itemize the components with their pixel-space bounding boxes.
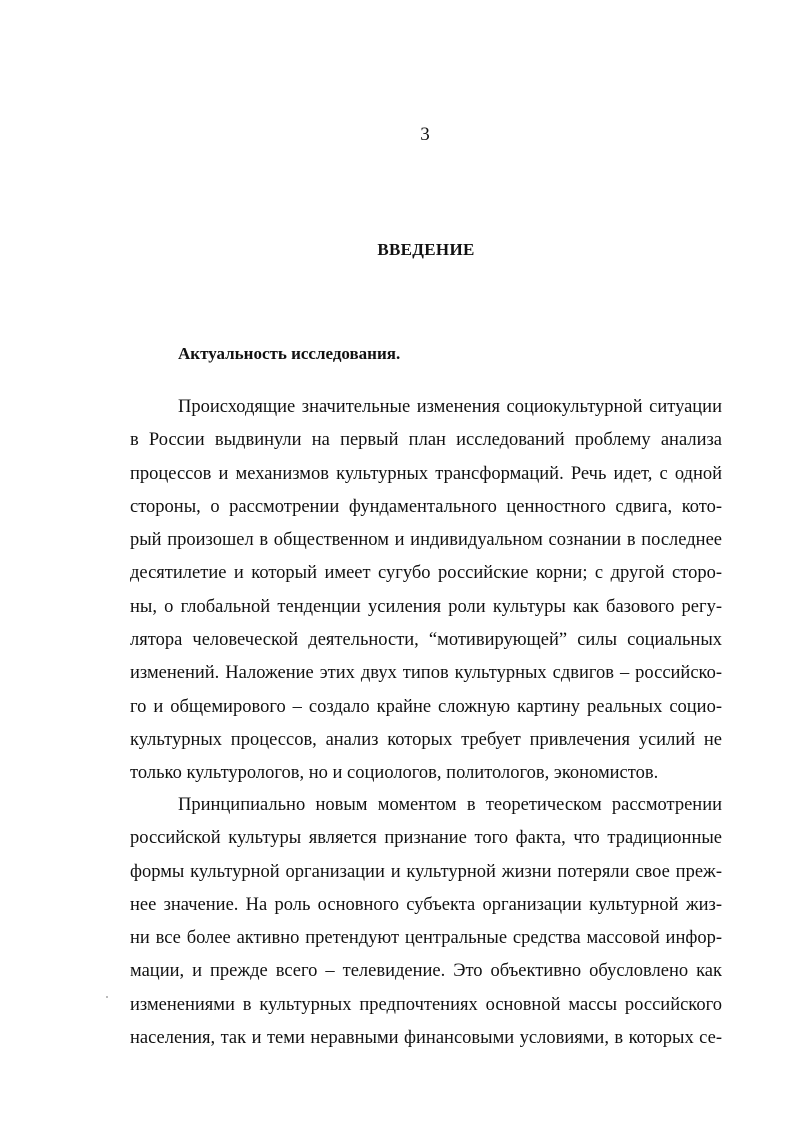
paragraph-1	[130, 391, 722, 791]
paragraph-line: мации, и прежде всего – телевидение. Это объективно обусловлено как	[130, 961, 722, 982]
paragraph-line: Принципиально новым моментом в теоретическом рассмотрении	[178, 795, 722, 815]
paragraph-line: культурных процессов, анализ которых требует привлечения усилий не	[130, 729, 722, 750]
paragraph-line: ни все более активно претендуют центральные средства массовой инфор-	[130, 928, 722, 949]
paragraph-line: в России выдвинули на первый план исследований проблему анализа	[130, 430, 722, 451]
paragraph-line: процессов и механизмов культурных трансформаций. Речь идет, с одной	[130, 463, 722, 484]
paragraph-line: стороны, о рассмотрении фундаментального ценностного сдвига, кото-	[130, 496, 722, 517]
paragraph-line: десятилетие и который имеет сугубо российские корни; с другой сторо-	[130, 563, 722, 584]
page-number: 3	[420, 124, 430, 145]
paragraph-line: нее значение. На роль основного субъекта организации культурной жиз-	[130, 894, 722, 915]
chapter-title: ВВЕДЕНИЕ	[377, 240, 475, 259]
scan-speck	[106, 996, 108, 998]
paragraph-line: только культурологов, но и социологов, политологов, экономистов.	[130, 763, 659, 784]
paragraph-line: формы культурной организации и культурной жизни потеряли свое преж-	[130, 861, 722, 882]
paragraph-line: изменениями в культурных предпочтениях основной массы российского	[130, 994, 722, 1015]
paragraph-line: рый произошел в общественном и индивидуальном сознании в последнее	[130, 530, 722, 551]
paragraph-line: российской культуры является признание того факта, что традиционные	[130, 828, 722, 849]
paragraph-line: населения, так и теми неравными финансовыми условиями, в которых се-	[130, 1028, 722, 1049]
paragraph-line: го и общемирового – создало крайне сложную картину реальных социо-	[130, 696, 722, 717]
paragraph-2	[130, 789, 722, 1055]
paragraph-line: Происходящие значительные изменения социокультурной ситуации	[178, 397, 722, 417]
section-heading: Актуальность исследования.	[178, 344, 401, 363]
paragraph-line: лятора человеческой деятельности, “мотивирующей” силы социальных	[130, 630, 722, 651]
paragraph-line: ны, о глобальной тенденции усиления роли культуры как базового регу-	[130, 596, 722, 617]
paragraph-line: изменений. Наложение этих двух типов культурных сдвигов – российско-	[130, 663, 722, 684]
